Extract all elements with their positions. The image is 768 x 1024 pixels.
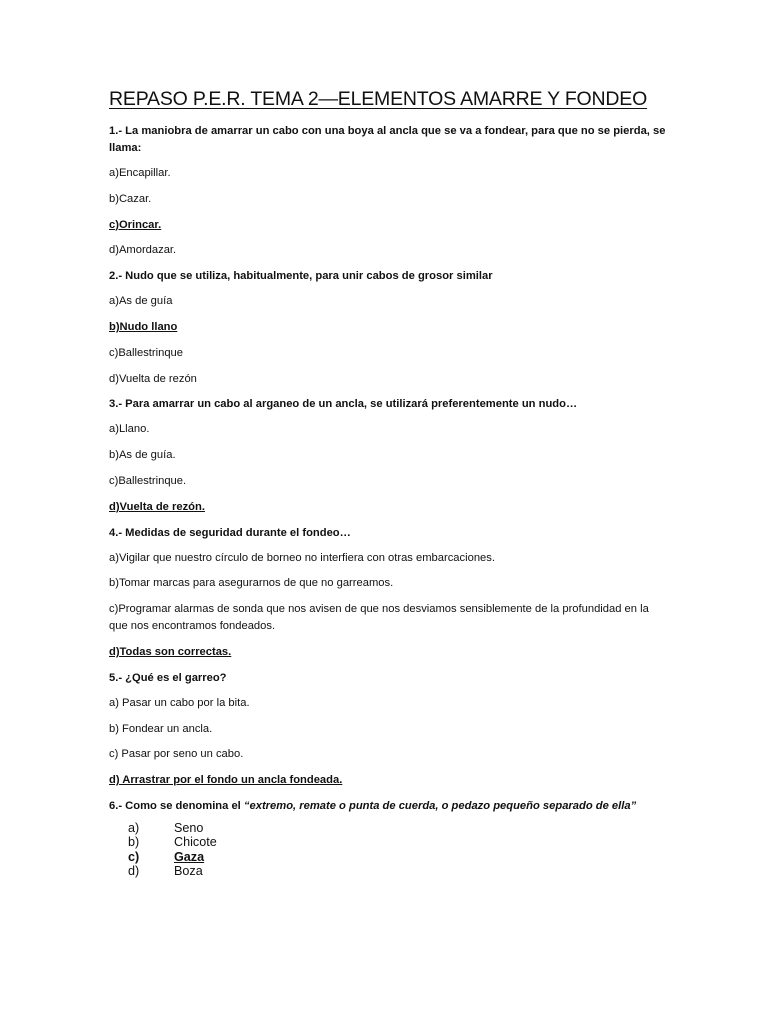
q4-option-c: c)Programar alarmas de sonda que nos avisen de que nos desviamos sensiblemente de la profundidad en la que nos encontramos fondeados. xyxy=(109,603,649,633)
q2-option-a: a)As de guía xyxy=(109,295,173,308)
question-6-prefix: 6.- Como se denomina el xyxy=(109,799,244,812)
q3-option-b: b)As de guía. xyxy=(109,449,176,462)
q6-option-c-text: Gaza xyxy=(174,849,205,864)
q6-options-list xyxy=(128,821,669,878)
q2-option-c: c)Ballestrinque xyxy=(109,346,183,359)
q4-option-b: b)Tomar marcas para asegurarnos de que no garreamos. xyxy=(109,577,394,590)
q3-option-c: c)Ballestrinque. xyxy=(109,474,187,487)
question-2: 2.- Nudo que se utiliza, habitualmente, para unir cabos de grosor similar xyxy=(109,270,493,283)
q2-option-d: d)Vuelta de rezón xyxy=(109,372,197,385)
q5-option-c: c) Pasar por seno un cabo. xyxy=(109,748,244,761)
q3-option-d-correct: d)Vuelta de rezón. xyxy=(109,500,205,513)
q4-option-a: a)Vigilar que nuestro círculo de borneo no interfiera con otras embarcaciones. xyxy=(109,551,495,564)
q6-option-a-letter: a) xyxy=(128,820,140,835)
q6-option-c-correct xyxy=(128,850,669,864)
q1-option-c-correct: c)Orincar. xyxy=(109,218,162,231)
q5-option-b: b) Fondear un ancla. xyxy=(109,722,213,735)
q6-option-d xyxy=(128,864,669,878)
q1-option-d: d)Amordazar. xyxy=(109,244,177,257)
q6-option-a xyxy=(128,821,669,835)
question-1: 1.- La maniobra de amarrar un cabo con una boya al ancla que se va a fondear, para que no se pierda, se llama: xyxy=(109,125,666,154)
q5-option-d-correct: d) Arrastrar por el fondo un ancla fondeada. xyxy=(109,774,343,787)
question-5: 5.- ¿Qué es el garreo? xyxy=(109,671,227,684)
q6-option-c-letter: c) xyxy=(128,849,140,864)
q6-option-a-text: Seno xyxy=(174,820,204,835)
question-6 xyxy=(109,798,669,815)
q1-option-b: b)Cazar. xyxy=(109,192,152,205)
q1-option-a: a)Encapillar. xyxy=(109,167,171,179)
q5-option-a: a) Pasar un cabo por la bita. xyxy=(109,696,250,709)
q6-option-d-letter: d) xyxy=(128,863,140,878)
document-title: REPASO P.E.R. TEMA 2—ELEMENTOS AMARRE Y FONDEO xyxy=(109,88,648,110)
question-3: 3.- Para amarrar un cabo al arganeo de un ancla, se utilizará preferentemente un nudo… xyxy=(109,398,578,411)
q2-option-b-correct: b)Nudo llano xyxy=(109,320,178,333)
q4-option-d-correct: d)Todas son correctas. xyxy=(109,645,232,658)
q3-option-a: a)Llano. xyxy=(109,423,150,436)
q6-option-b xyxy=(128,835,669,849)
q6-option-d-text: Boza xyxy=(174,863,203,878)
q6-option-b-text: Chicote xyxy=(174,835,217,850)
document-page xyxy=(109,84,669,878)
question-4: 4.- Medidas de seguridad durante el fondeo… xyxy=(109,526,351,539)
question-6-quote: “extremo, remate o punta de cuerda, o pedazo pequeño separado de ella” xyxy=(243,799,637,812)
q6-option-b-letter: b) xyxy=(128,835,140,850)
